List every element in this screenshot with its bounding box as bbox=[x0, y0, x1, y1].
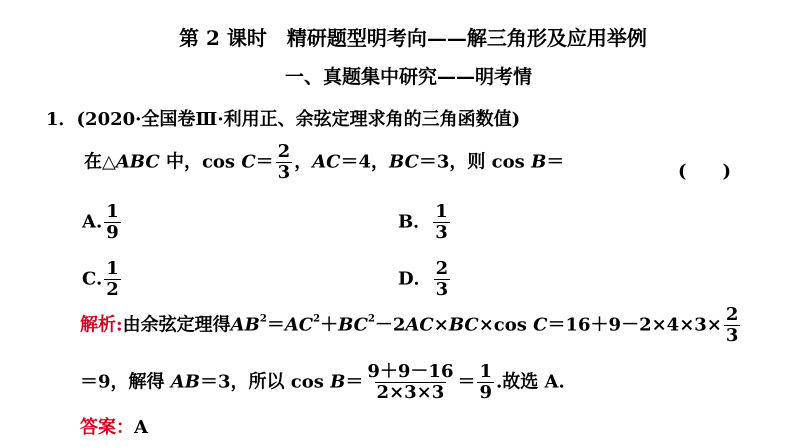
question-source: (2020·全国卷Ⅲ·利用正、余弦定理求角的三角函数值) bbox=[76, 109, 521, 130]
solution-text: ＝16＋9－2×4×3× bbox=[547, 314, 722, 336]
option-a[interactable] bbox=[82, 203, 123, 242]
stem-text: ＝ bbox=[255, 151, 274, 173]
stem-text: 中，cos bbox=[159, 151, 242, 173]
solution-text: × bbox=[433, 314, 449, 336]
question-stem bbox=[84, 143, 564, 182]
page-title: 第 2 课时 精研题型明考向——解三角形及应用举例 bbox=[179, 26, 647, 50]
solution-var: AC bbox=[284, 314, 314, 336]
solution-line-1 bbox=[80, 306, 742, 345]
solution-var: BC bbox=[448, 314, 479, 336]
solution-fraction bbox=[365, 363, 455, 402]
fraction-numerator: 1 bbox=[106, 201, 119, 222]
solution-fraction bbox=[724, 306, 741, 345]
fraction-numerator: 2 bbox=[277, 141, 291, 162]
fraction-denominator: 3 bbox=[435, 279, 449, 300]
solution-text: －2 bbox=[374, 314, 406, 336]
question-number: 1． bbox=[46, 109, 77, 130]
solution-var: AC bbox=[405, 314, 434, 336]
superscript: 2 bbox=[313, 313, 321, 325]
stem-text: ＝ bbox=[546, 151, 565, 173]
solution-var: AB bbox=[230, 314, 260, 336]
option-label: D． bbox=[398, 268, 432, 290]
fraction-denominator: 3 bbox=[435, 222, 448, 243]
answer-label: 答案： bbox=[80, 417, 134, 438]
solution-text: ＝3，所以 cos bbox=[199, 371, 331, 393]
option-c[interactable] bbox=[82, 260, 123, 299]
solution-label: 解析: bbox=[80, 314, 123, 336]
solution-line-2 bbox=[80, 363, 565, 402]
solution-text: ＝ bbox=[345, 371, 364, 393]
option-label: C. bbox=[82, 268, 103, 290]
answer-bracket: ( ) bbox=[678, 161, 732, 182]
fraction-denominator: 2 bbox=[106, 279, 119, 300]
solution-text: ×cos bbox=[478, 314, 534, 336]
option-b[interactable] bbox=[398, 203, 452, 242]
superscript: 2 bbox=[367, 313, 375, 325]
solution-var: B bbox=[330, 371, 346, 393]
solution-text: ＋ bbox=[320, 314, 339, 336]
stem-text: ＝3，则 cos bbox=[418, 151, 532, 173]
solution-text: ＝ bbox=[457, 371, 476, 393]
solution-text: 由余弦定理得 bbox=[122, 314, 231, 336]
fraction-denominator: 2×3×3 bbox=[376, 382, 445, 403]
fraction-denominator: 3 bbox=[277, 162, 291, 183]
stem-text: ， bbox=[294, 151, 313, 173]
fraction-denominator: 3 bbox=[725, 325, 739, 346]
fraction-numerator: 2 bbox=[435, 258, 449, 279]
stem-text: ＝4， bbox=[340, 151, 390, 173]
fraction-numerator: 1 bbox=[106, 258, 119, 279]
solution-fraction bbox=[477, 363, 494, 402]
solution-var: C bbox=[533, 314, 548, 336]
stem-var-c: C bbox=[241, 151, 256, 173]
option-label: A. bbox=[82, 211, 103, 233]
answer-line bbox=[80, 413, 148, 439]
fraction-numerator: 1 bbox=[435, 201, 448, 222]
fraction-denominator: 9 bbox=[479, 382, 493, 403]
stem-text: 在△ bbox=[84, 151, 116, 173]
fraction-denominator: 9 bbox=[106, 222, 119, 243]
question-header bbox=[46, 105, 520, 131]
fraction-numerator: 2 bbox=[725, 304, 739, 325]
superscript: 2 bbox=[259, 313, 267, 325]
option-fraction bbox=[104, 203, 121, 242]
answer-value: A bbox=[134, 417, 148, 438]
option-d[interactable] bbox=[398, 260, 452, 299]
stem-var-ac: AC bbox=[312, 151, 341, 173]
option-fraction bbox=[433, 203, 450, 242]
solution-text: ＝ bbox=[266, 314, 285, 336]
fraction-numerator: 1 bbox=[479, 361, 493, 382]
option-fraction bbox=[104, 260, 121, 299]
option-fraction bbox=[434, 260, 451, 299]
option-label: B． bbox=[398, 211, 432, 233]
stem-var-b: B bbox=[531, 151, 547, 173]
section-heading: 一、真题集中研究——明考情 bbox=[285, 66, 533, 88]
solution-var: AB bbox=[170, 371, 200, 393]
stem-abc: ABC bbox=[115, 151, 160, 173]
solution-var: BC bbox=[338, 314, 368, 336]
solution-text: .故选 A. bbox=[496, 371, 565, 393]
fraction-numerator: 9＋9－16 bbox=[367, 361, 454, 382]
stem-var-bc: BC bbox=[389, 151, 419, 173]
stem-fraction bbox=[276, 143, 293, 182]
solution-text: ＝9，解得 bbox=[80, 371, 171, 393]
